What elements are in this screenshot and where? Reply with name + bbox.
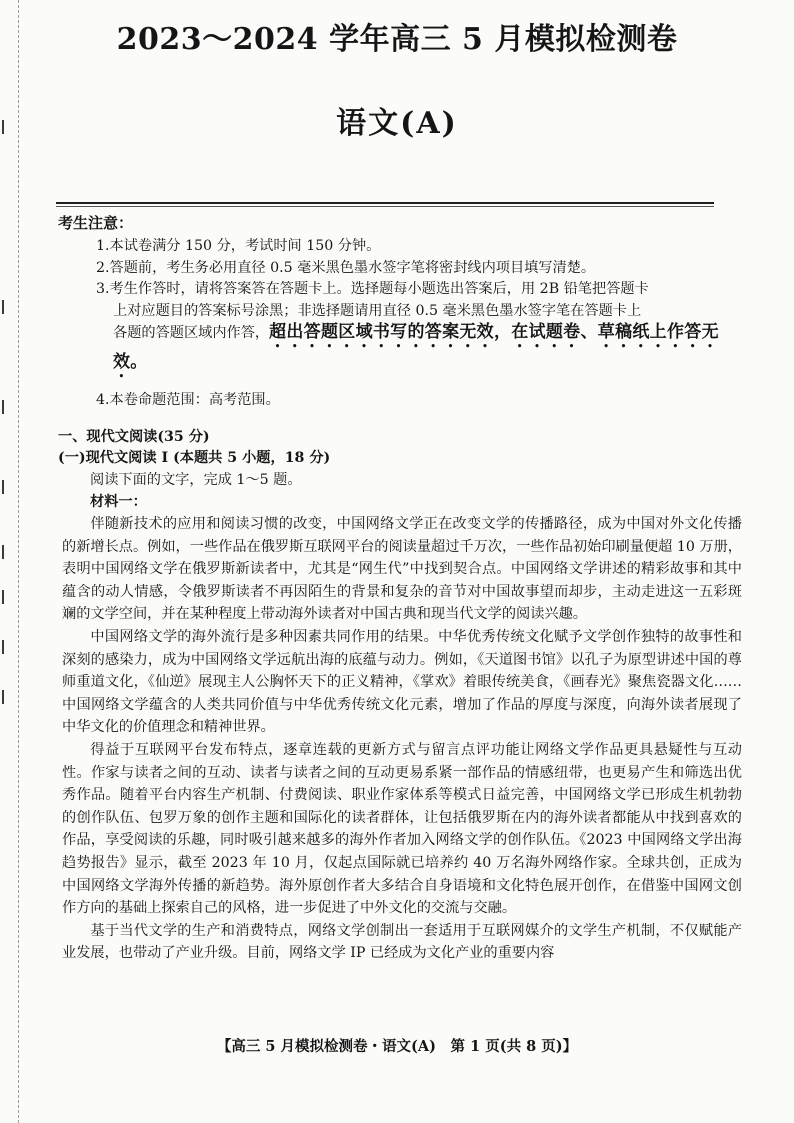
header-divider-thin bbox=[56, 206, 714, 207]
binding-mark bbox=[2, 545, 14, 559]
notice-item-with-emphasis bbox=[96, 322, 728, 382]
binding-strip bbox=[0, 0, 19, 1123]
subsection-heading: (一)现代文阅读 Ⅰ (本题共 5 小题，18 分) bbox=[58, 450, 331, 466]
notice-heading: 考生注意： bbox=[58, 214, 134, 232]
page-footer: 【高三 5 月模拟检测卷・语文(A) 第 1 页(共 8 页)】 bbox=[216, 1038, 578, 1055]
exam-title: 2023～2024 学年高三 5 月模拟检测卷 bbox=[116, 22, 678, 57]
notice-item: 4.本卷命题范围：高考范围。 bbox=[96, 392, 280, 408]
binding-mark bbox=[2, 300, 14, 314]
notice-emphasis: 超出答题区域书写的答案无效，在试题卷、草稿纸上作答无效。 bbox=[113, 322, 719, 372]
header-divider bbox=[56, 202, 714, 204]
section-heading: 一、现代文阅读(35 分) bbox=[58, 429, 210, 445]
passage-paragraph: 基于当代文学的生产和消费特点，网络文学创制出一套适用于互联网媒介的文学生产机制，不仅赋能产业发展，也带动了产业升级。目前，网络文学 IP 已经成为文化产业的重要内容 bbox=[62, 922, 742, 962]
material-label: 材料一： bbox=[90, 494, 147, 510]
passage-paragraph: 中国网络文学的海外流行是多种因素共同作用的结果。中华优秀传统文化赋予文学创作独特的故事性和深刻的感染力，成为中国网络文学远航出海的底蕴与动力。例如，《天道图书馆》以孔子为原型讲述中国的尊师重道文化，《仙逆》展现主人公胸怀天下的正义精神，《掌欢》着眼传统美食，《画春光》聚焦瓷器文化……中国网络文学蕴含的人类共同价值与中华优秀传统文化元素，增加了作品的厚度与深度，向海外读者展现了中华文化的价值理念和精神世界。 bbox=[62, 628, 742, 736]
binding-mark bbox=[2, 640, 14, 654]
binding-mark bbox=[2, 690, 14, 704]
notice-item: 3.考生作答时，请将答案答在答题卡上。选择题每小题选出答案后，用 2B 铅笔把答题卡 bbox=[96, 281, 649, 297]
notice-list bbox=[96, 236, 728, 412]
passage-paragraph: 得益于互联网平台发布特点，逐章连载的更新方式与留言点评功能让网络文学作品更具悬疑性与互动性。作家与读者之间的互动、读者与读者之间的互动更易系紧一部作品的情感纽带，也更易产生和筛选出优秀作品。随着平台内容生产机制、付费阅读、职业作家体系等模式日益完善，中国网络文学已形成生机勃勃的创作队伍、包罗万象的创作主题和国际化的读者群体，让包括俄罗斯在内的海外读者都能从中找到喜欢的作品，享受阅读的乐趣，同时吸引越来越多的海外作者加入网络文学的创作队伍。《2023 中国网络文学出海趋势报告》显示，截至 2023 年 10 月，仅起点国际就已培养约 40 万名海外网络作家。全球共创，正成为中国网络文学海外传播的新趋势。海外原创作者大多结合自身语境和文化特色展开创作，在借鉴中国网文创作方向的基础上探索自己的风格，进一步促进了中外文化的交流与交融。 bbox=[62, 741, 742, 917]
notice-item: 2.答题前，考生务必用直径 0.5 毫米黑色墨水签字笔将密封线内项目填写清楚。 bbox=[96, 259, 596, 276]
binding-mark bbox=[2, 480, 14, 494]
notice-item-text: 各题的答题区域内作答， bbox=[113, 325, 270, 341]
passage-paragraph: 伴随新技术的应用和阅读习惯的改变，中国网络文学正在改变文学的传播路径，成为中国对外文化传播的新增长点。例如，一些作品在俄罗斯互联网平台的阅读量超过千万次，一些作品初始印刷量便超 10 万册，表明中国网络文学在俄罗斯新读者中，尤其是“网生代”中找到契合点。中国网络文学讲述的精彩故事和其中蕴含的动人情感，令俄罗斯读者不再因陌生的背景和复杂的音节对中国故事望而却步，主动走进这一五彩斑斓的文学空间，并在某种程度上带动海外读者对中国古典和现当代文学的阅读兴趣。 bbox=[62, 516, 742, 623]
notice-item: 上对应题目的答案标号涂黑；非选择题请用直径 0.5 毫米黑色墨水签字笔在答题卡上 bbox=[113, 302, 642, 319]
reading-instruction: 阅读下面的文字，完成 1～5 题。 bbox=[90, 472, 302, 488]
notice-item: 1.本试卷满分 150 分，考试时间 150 分钟。 bbox=[96, 238, 381, 254]
binding-mark bbox=[2, 590, 14, 604]
reading-passage bbox=[62, 513, 742, 965]
binding-mark bbox=[2, 400, 14, 414]
subject-title: 语文(A) bbox=[336, 106, 458, 141]
